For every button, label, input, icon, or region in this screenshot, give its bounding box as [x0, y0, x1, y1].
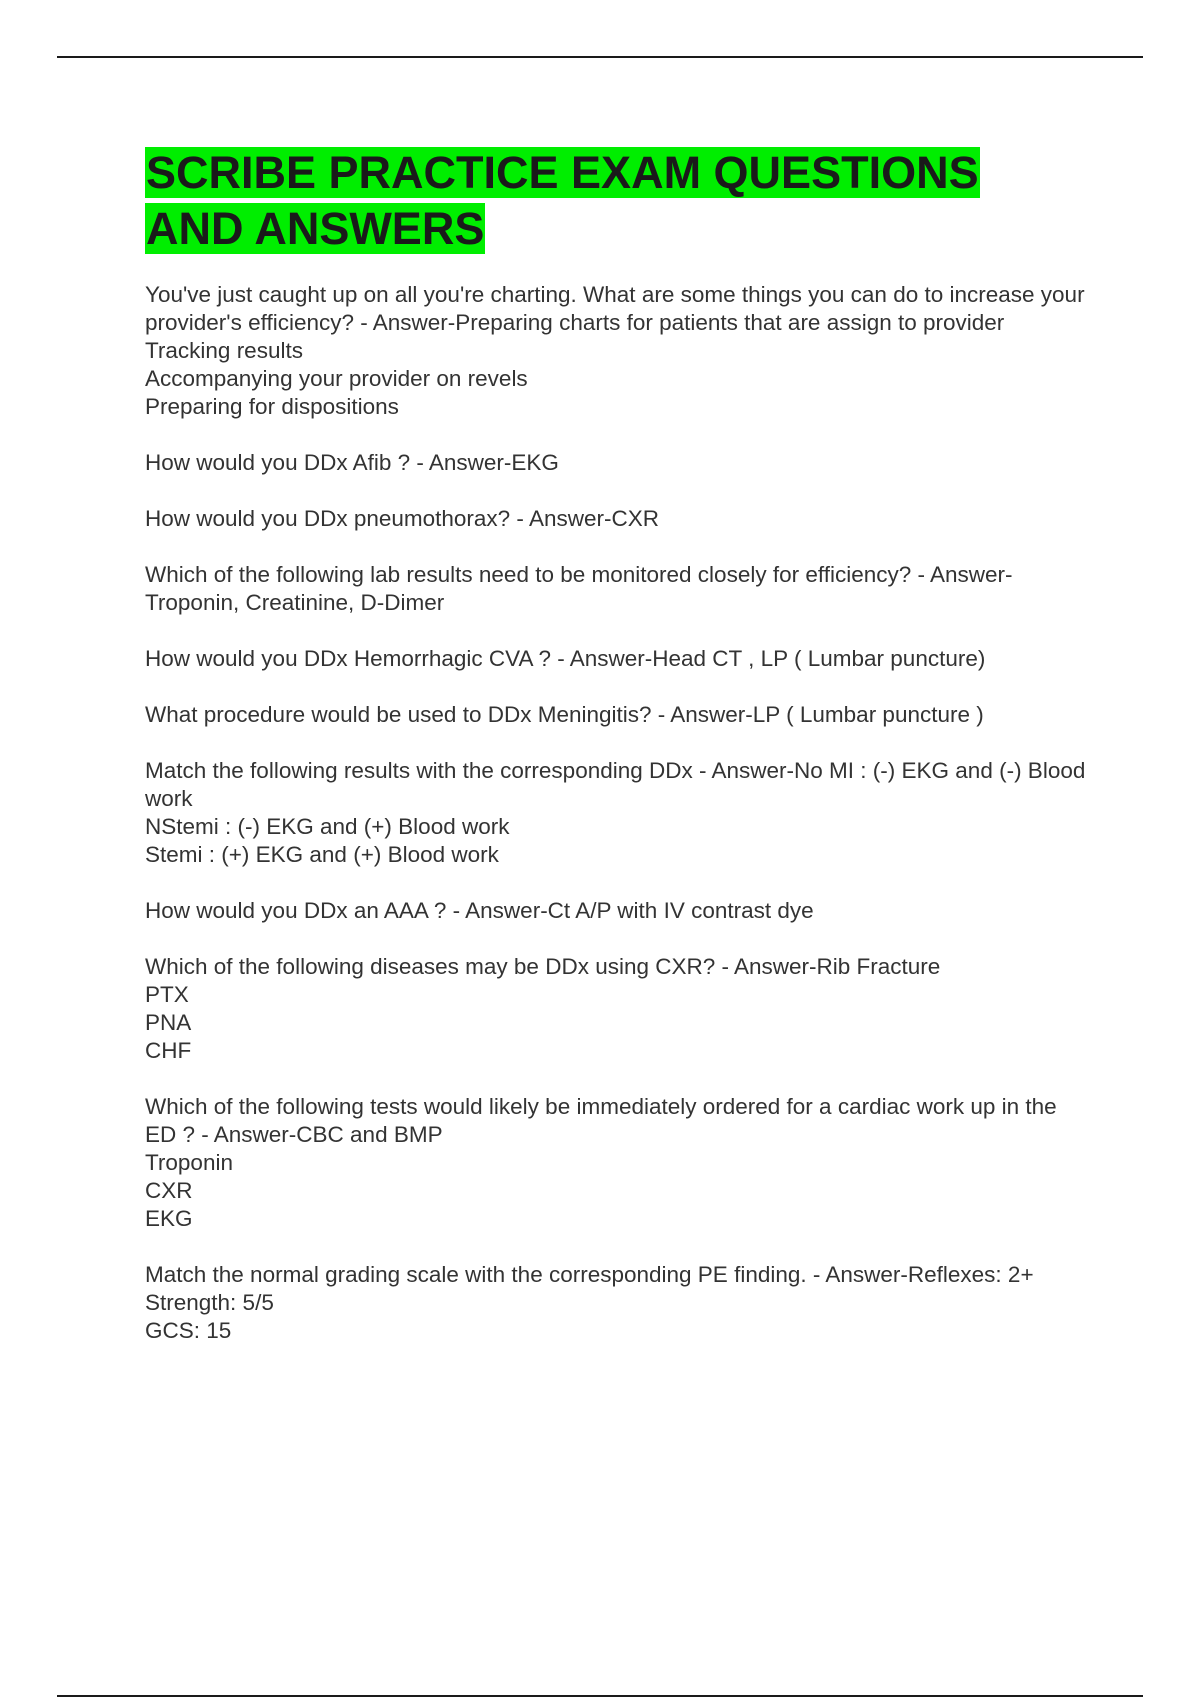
qa-item: [145, 1261, 1090, 1345]
qa-text: Match the normal grading scale with the corresponding PE finding. - Answer-Reflexes: 2+: [145, 1262, 1034, 1287]
header-rule: [57, 56, 1143, 58]
qa-extra-line: Preparing for dispositions: [145, 394, 399, 419]
qa-item: [145, 757, 1090, 869]
document-body: [145, 145, 1090, 1373]
qa-text: How would you DDx an AAA ? - Answer-Ct A/P with IV contrast dye: [145, 898, 814, 923]
title-line-2: AND ANSWERS: [146, 203, 485, 254]
qa-extra-line: Strength: 5/5: [145, 1290, 274, 1315]
qa-item: [145, 897, 1090, 925]
qa-extra-line: CHF: [145, 1038, 192, 1063]
qa-extra-line: CXR: [145, 1178, 193, 1203]
qa-extra-line: Troponin: [145, 1150, 233, 1175]
qa-text: What procedure would be used to DDx Meningitis? - Answer-LP ( Lumbar puncture ): [145, 702, 984, 727]
qa-extra-line: PNA: [145, 1010, 192, 1035]
footer-rule: [57, 1695, 1143, 1697]
qa-item: [145, 561, 1090, 617]
qa-extra-line: EKG: [145, 1206, 193, 1231]
qa-text: Which of the following tests would likely be immediately ordered for a cardiac work up in the ED ? - Answer-CBC and BMP: [145, 1094, 1057, 1147]
qa-text: How would you DDx Afib ? - Answer-EKG: [145, 450, 559, 475]
document-title: [145, 145, 1090, 257]
qa-extra-line: Tracking results: [145, 338, 303, 363]
qa-extra-line: GCS: 15: [145, 1318, 232, 1343]
qa-extra-line: Accompanying your provider on revels: [145, 366, 528, 391]
qa-item: [145, 449, 1090, 477]
qa-text: Match the following results with the corresponding DDx - Answer-No MI : (-) EKG and (-) Blood work: [145, 758, 1086, 811]
qa-list: [145, 281, 1090, 1345]
qa-text: You've just caught up on all you're charting. What are some things you can do to increase your provider's efficiency? - Answer-Preparing charts for patients that are assign to provider: [145, 282, 1085, 335]
qa-text: Which of the following diseases may be DDx using CXR? - Answer-Rib Fracture: [145, 954, 941, 979]
qa-item: [145, 953, 1090, 1065]
qa-item: [145, 701, 1090, 729]
qa-extra-line: NStemi : (-) EKG and (+) Blood work: [145, 814, 510, 839]
qa-item: [145, 281, 1090, 421]
title-line-1: SCRIBE PRACTICE EXAM QUESTIONS: [146, 147, 979, 198]
qa-extra-line: Stemi : (+) EKG and (+) Blood work: [145, 842, 499, 867]
qa-extra-line: PTX: [145, 982, 189, 1007]
qa-item: [145, 1093, 1090, 1233]
qa-text: How would you DDx Hemorrhagic CVA ? - Answer-Head CT , LP ( Lumbar puncture): [145, 646, 986, 671]
qa-text: Which of the following lab results need to be monitored closely for efficiency? - Answer-Troponin, Creatinine, D-Dimer: [145, 562, 1013, 615]
qa-item: [145, 505, 1090, 533]
qa-item: [145, 645, 1090, 673]
qa-text: How would you DDx pneumothorax? - Answer-CXR: [145, 506, 659, 531]
